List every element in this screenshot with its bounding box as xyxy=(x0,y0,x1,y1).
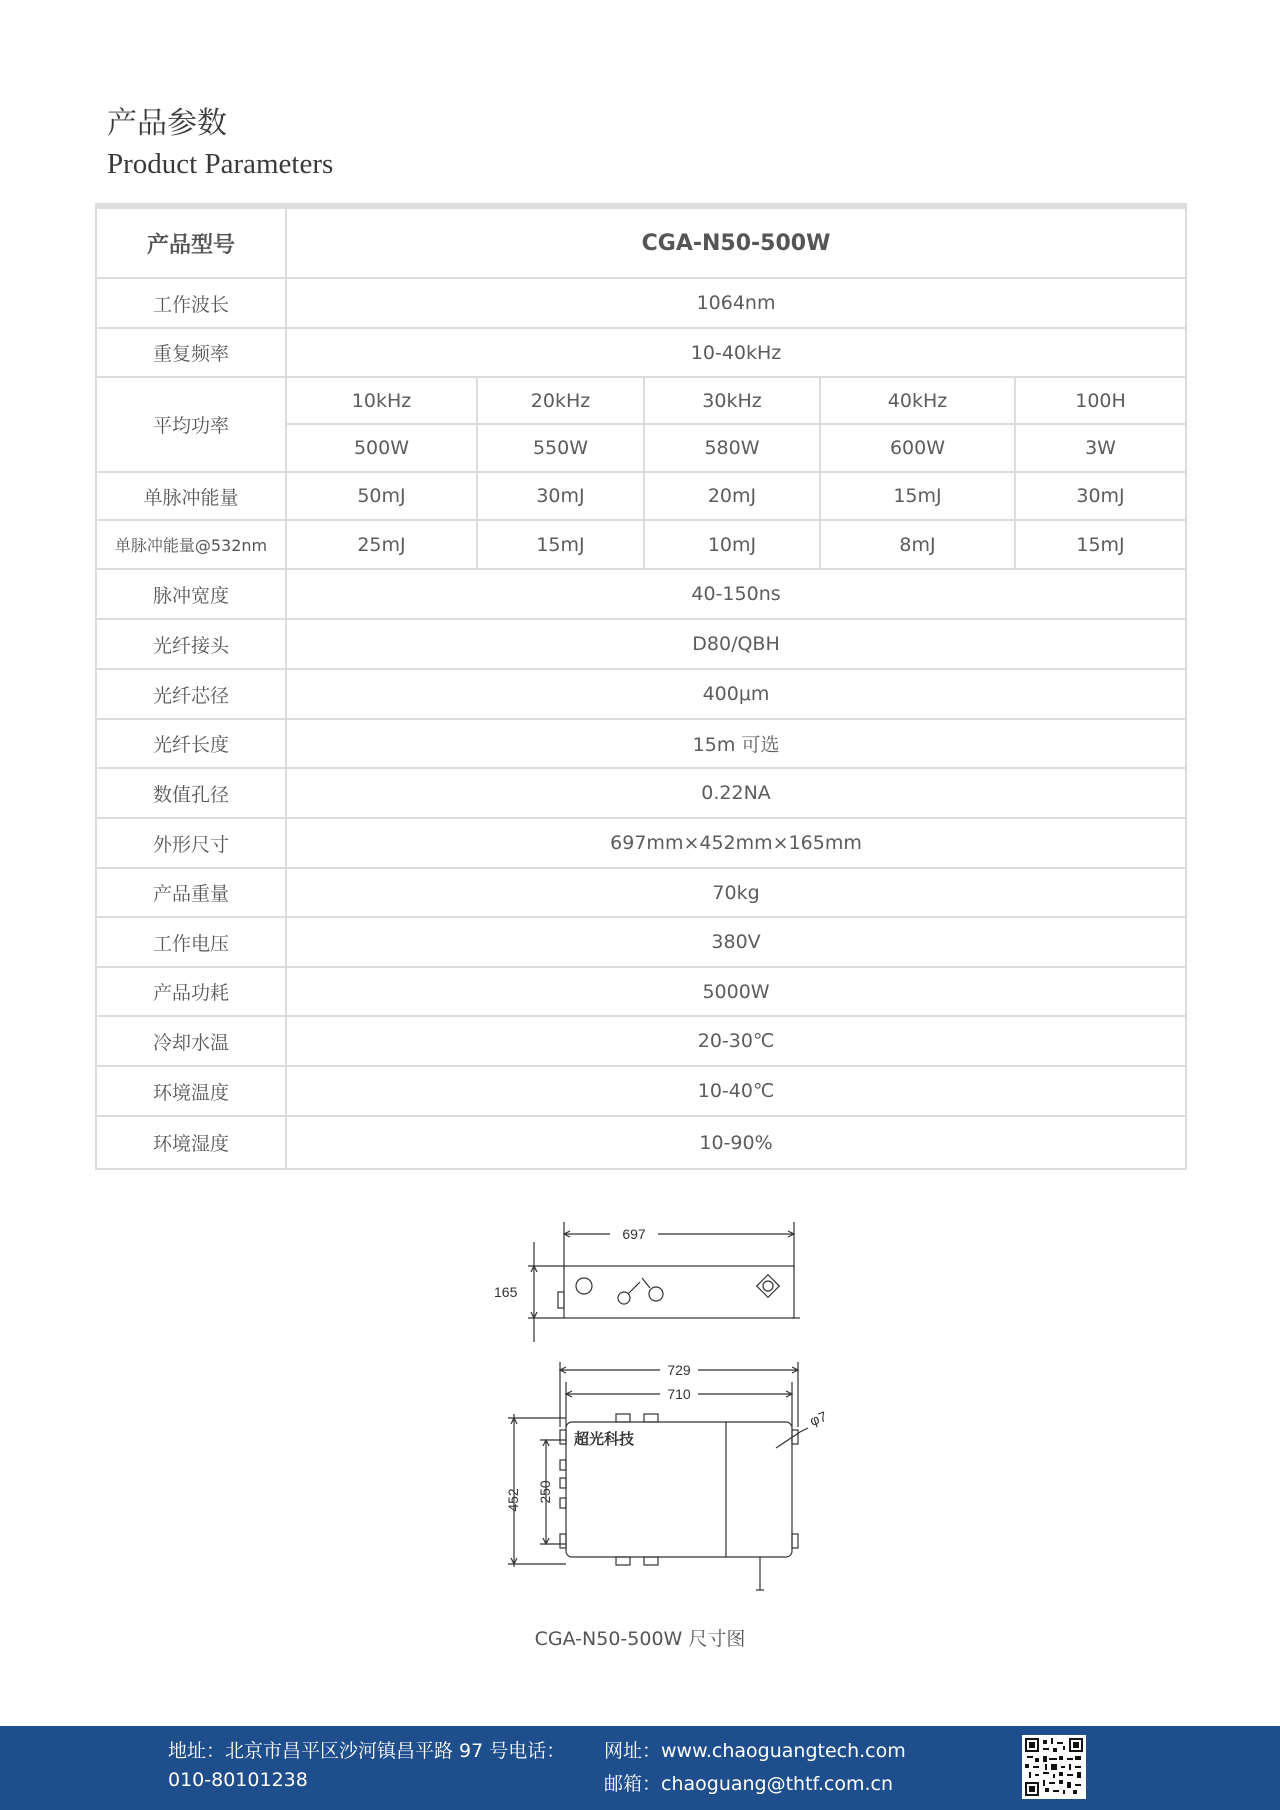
footer-phone: 010-80101238 xyxy=(168,1769,308,1791)
row-label: 平均功率 xyxy=(96,377,286,472)
dim-inner-width: 710 xyxy=(667,1386,691,1402)
power-cell: 580W xyxy=(644,424,820,472)
energy-cell: 8mJ xyxy=(820,520,1015,569)
row-label: 产品重量 xyxy=(96,868,286,917)
row-label: 工作波长 xyxy=(96,278,286,328)
dimension-drawing xyxy=(490,1222,850,1602)
table-row xyxy=(96,818,1186,868)
footer-website[interactable]: 网址：www.chaoguangtech.com xyxy=(604,1740,906,1762)
dim-outer-width: 729 xyxy=(667,1362,691,1378)
freq-cell: 30kHz xyxy=(644,377,820,424)
row-value: 400μm xyxy=(286,669,1186,719)
row-value: 20-30℃ xyxy=(286,1016,1186,1066)
row-label: 环境湿度 xyxy=(96,1116,286,1169)
row-value: 40-150ns xyxy=(286,569,1186,619)
row-label: 重复频率 xyxy=(96,328,286,377)
dim-inner-depth: 250 xyxy=(537,1480,553,1504)
row-label: 工作电压 xyxy=(96,917,286,967)
footer-email[interactable]: 邮箱：chaoguang@thtf.com.cn xyxy=(604,1773,893,1795)
row-value: 10-90% xyxy=(286,1116,1186,1169)
dim-height-side: 165 xyxy=(494,1284,518,1300)
row-value: 10-40℃ xyxy=(286,1066,1186,1116)
table-row xyxy=(96,619,1186,669)
table-row xyxy=(96,472,1186,520)
power-cell: 3W xyxy=(1015,424,1186,472)
power-cell: 600W xyxy=(820,424,1015,472)
brand-mark: 超光科技 xyxy=(574,1430,635,1448)
freq-cell: 40kHz xyxy=(820,377,1015,424)
footer-bar xyxy=(0,1726,1280,1810)
row-label: 光纤芯径 xyxy=(96,669,286,719)
table-row xyxy=(96,868,1186,917)
dim-width-top: 697 xyxy=(622,1226,646,1242)
table-row xyxy=(96,328,1186,377)
freq-cell: 20kHz xyxy=(477,377,644,424)
row-label: 产品功耗 xyxy=(96,967,286,1016)
dim-depth: 452 xyxy=(505,1488,521,1512)
row-label: 光纤接头 xyxy=(96,619,286,669)
row-label: 光纤长度 xyxy=(96,719,286,768)
energy-cell: 15mJ xyxy=(820,472,1015,520)
table-row xyxy=(96,569,1186,619)
footer-address: 地址：北京市昌平区沙河镇昌平路 97 号电话： xyxy=(168,1740,566,1762)
energy-cell: 10mJ xyxy=(644,520,820,569)
parameters-table xyxy=(95,203,1187,1170)
row-label: 单脉冲能量@532nm xyxy=(96,520,286,569)
table-row xyxy=(96,768,1186,818)
freq-cell: 100H xyxy=(1015,377,1186,424)
table-row xyxy=(96,719,1186,768)
table-row xyxy=(96,917,1186,967)
energy-cell: 30mJ xyxy=(477,472,644,520)
energy-cell: 25mJ xyxy=(286,520,477,569)
row-value: 0.22NA xyxy=(286,768,1186,818)
heading-en: Product Parameters xyxy=(107,148,334,180)
table-row xyxy=(96,278,1186,328)
row-value: 697mm×452mm×165mm xyxy=(286,818,1186,868)
dim-hole: φ7 xyxy=(807,1408,829,1429)
power-cell: 550W xyxy=(477,424,644,472)
heading-zh: 产品参数 xyxy=(107,106,227,141)
table-row xyxy=(96,206,1186,278)
row-value: 380V xyxy=(286,917,1186,967)
row-label: 环境温度 xyxy=(96,1066,286,1116)
row-label: 冷却水温 xyxy=(96,1016,286,1066)
table-row xyxy=(96,520,1186,569)
power-cell: 500W xyxy=(286,424,477,472)
freq-cell: 10kHz xyxy=(286,377,477,424)
row-value: 70kg xyxy=(286,868,1186,917)
row-value: 1064nm xyxy=(286,278,1186,328)
table-row xyxy=(96,669,1186,719)
model-label: 产品型号 xyxy=(96,206,286,278)
row-value: D80/QBH xyxy=(286,619,1186,669)
energy-cell: 15mJ xyxy=(477,520,644,569)
row-value: 15m 可选 xyxy=(286,719,1186,768)
energy-cell: 20mJ xyxy=(644,472,820,520)
table-row xyxy=(96,967,1186,1016)
row-value: 5000W xyxy=(286,967,1186,1016)
table-row xyxy=(96,1066,1186,1116)
table-row xyxy=(96,377,1186,424)
qr-code-icon xyxy=(1022,1735,1086,1799)
row-value: 10-40kHz xyxy=(286,328,1186,377)
table-row xyxy=(96,1116,1186,1169)
table-row xyxy=(96,1016,1186,1066)
drawing-caption: CGA-N50-500W 尺寸图 xyxy=(534,1628,746,1650)
energy-cell: 30mJ xyxy=(1015,472,1186,520)
row-label: 脉冲宽度 xyxy=(96,569,286,619)
energy-cell: 15mJ xyxy=(1015,520,1186,569)
row-label: 单脉冲能量 xyxy=(96,472,286,520)
row-label: 外形尺寸 xyxy=(96,818,286,868)
model-value: CGA-N50-500W xyxy=(286,206,1186,278)
page-heading xyxy=(107,104,333,182)
energy-cell: 50mJ xyxy=(286,472,477,520)
row-label: 数值孔径 xyxy=(96,768,286,818)
